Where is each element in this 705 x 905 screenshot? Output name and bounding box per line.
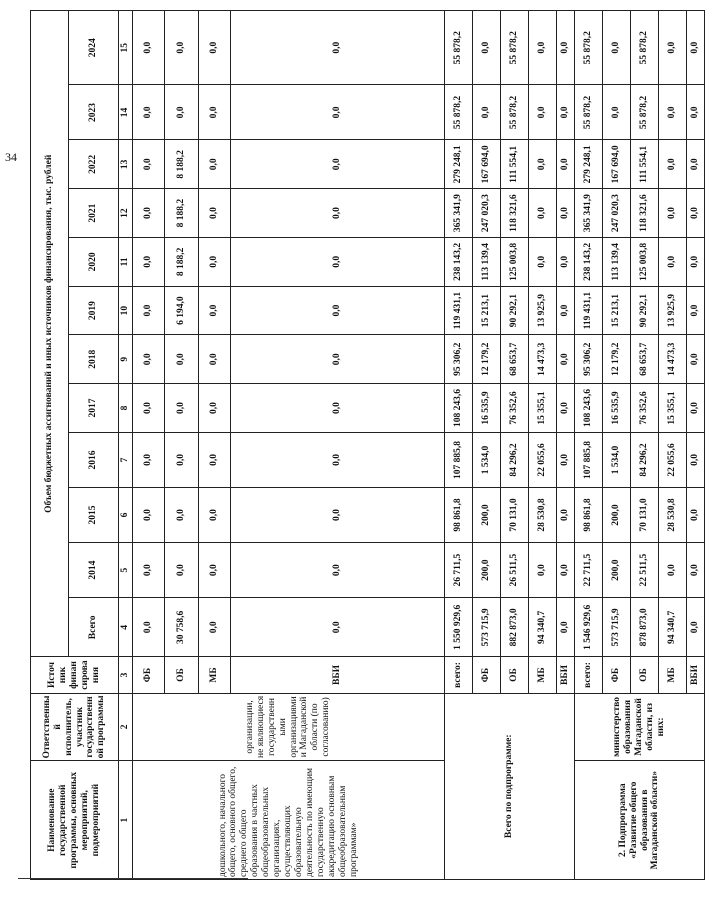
value-cell-2018: 0,0 xyxy=(133,335,165,384)
value-cell-2019: 0,0 xyxy=(231,286,445,335)
value-cell-2022: 0,0 xyxy=(557,140,575,189)
column-number: 3 xyxy=(119,657,133,693)
value-cell-2022: 167 694,0 xyxy=(473,140,501,189)
value-cell-2020: 238 143,2 xyxy=(445,237,473,286)
header-year-2017: 2017 xyxy=(69,384,119,433)
value-cell-2021: 0,0 xyxy=(199,189,231,238)
responsible-executor: министерство образования Магаданской области, из них: xyxy=(575,693,705,761)
total-cell: 0,0 xyxy=(687,598,705,657)
value-cell-2019: 90 292,1 xyxy=(631,286,659,335)
value-cell-2024: 0,0 xyxy=(659,11,687,85)
value-cell-2015: 0,0 xyxy=(557,487,575,542)
value-cell-2023: 0,0 xyxy=(473,85,501,140)
value-cell-2020: 113 139,4 xyxy=(603,237,631,286)
value-cell-2020: 0,0 xyxy=(687,237,705,286)
header-year-2014: 2014 xyxy=(69,543,119,598)
source-cell: МБ xyxy=(199,657,231,693)
value-cell-2016: 0,0 xyxy=(199,432,231,487)
value-cell-2018: 95 306,2 xyxy=(575,335,603,384)
value-cell-2019: 0,0 xyxy=(557,286,575,335)
total-cell: 30 758,6 xyxy=(165,598,199,657)
responsible-executor: организации, не являющиеся государственными организациями и Магаданской области (по согласованию) xyxy=(133,693,445,761)
value-cell-2014: 0,0 xyxy=(687,543,705,598)
source-cell: ОБ xyxy=(501,657,529,693)
value-cell-2024: 55 878,2 xyxy=(575,11,603,85)
column-number: 10 xyxy=(119,286,133,335)
header-responsible: Ответственный исполнитель, участник государственной программы xyxy=(31,693,119,761)
value-cell-2017: 0,0 xyxy=(557,384,575,433)
value-cell-2019: 0,0 xyxy=(687,286,705,335)
value-cell-2023: 0,0 xyxy=(659,85,687,140)
value-cell-2014: 0,0 xyxy=(165,543,199,598)
value-cell-2015: 200,0 xyxy=(473,487,501,542)
value-cell-2021: 8 188,2 xyxy=(165,189,199,238)
value-cell-2016: 0,0 xyxy=(687,432,705,487)
value-cell-2018: 14 473,3 xyxy=(659,335,687,384)
value-cell-2023: 0,0 xyxy=(529,85,557,140)
value-cell-2020: 125 003,8 xyxy=(501,237,529,286)
value-cell-2015: 200,0 xyxy=(603,487,631,542)
value-cell-2022: 0,0 xyxy=(133,140,165,189)
header-year-2019: 2019 xyxy=(69,286,119,335)
value-cell-2021: 0,0 xyxy=(687,189,705,238)
value-cell-2023: 55 878,2 xyxy=(631,85,659,140)
total-cell: 0,0 xyxy=(199,598,231,657)
value-cell-2023: 0,0 xyxy=(199,85,231,140)
value-cell-2024: 0,0 xyxy=(529,11,557,85)
value-cell-2020: 0,0 xyxy=(199,237,231,286)
header-year-2024: 2024 xyxy=(69,11,119,85)
value-cell-2015: 28 530,8 xyxy=(529,487,557,542)
column-number: 1 xyxy=(119,761,133,880)
total-cell: 0,0 xyxy=(231,598,445,657)
value-cell-2021: 0,0 xyxy=(231,189,445,238)
value-cell-2023: 0,0 xyxy=(133,85,165,140)
value-cell-2021: 0,0 xyxy=(529,189,557,238)
value-cell-2021: 0,0 xyxy=(659,189,687,238)
column-number: 8 xyxy=(119,384,133,433)
total-cell: 573 715,9 xyxy=(473,598,501,657)
value-cell-2015: 0,0 xyxy=(231,487,445,542)
total-cell: 573 715,9 xyxy=(603,598,631,657)
measure-name: дошкольного, начального общего, основного общего, среднего общего образования в частных общеобразовательных организациях, осуществляющих образовательную деятельность по имеющим государственную аккредитацию основным общеобразовательным программам» xyxy=(133,761,445,880)
value-cell-2014: 0,0 xyxy=(199,543,231,598)
value-cell-2017: 15 355,1 xyxy=(659,384,687,433)
value-cell-2018: 12 179,2 xyxy=(473,335,501,384)
value-cell-2015: 0,0 xyxy=(165,487,199,542)
source-cell: МБ xyxy=(529,657,557,693)
value-cell-2016: 1 534,0 xyxy=(603,432,631,487)
value-cell-2016: 0,0 xyxy=(231,432,445,487)
value-cell-2024: 55 878,2 xyxy=(631,11,659,85)
value-cell-2021: 247 020,3 xyxy=(603,189,631,238)
value-cell-2022: 0,0 xyxy=(529,140,557,189)
header-year-2016: 2016 xyxy=(69,432,119,487)
value-cell-2022: 0,0 xyxy=(687,140,705,189)
total-cell: 1 550 929,6 xyxy=(445,598,473,657)
value-cell-2019: 15 213,1 xyxy=(603,286,631,335)
source-cell: всего: xyxy=(445,657,473,693)
value-cell-2017: 16 535,9 xyxy=(473,384,501,433)
rotated-page xyxy=(30,10,701,880)
value-cell-2022: 0,0 xyxy=(231,140,445,189)
value-cell-2016: 0,0 xyxy=(165,432,199,487)
value-cell-2024: 55 878,2 xyxy=(501,11,529,85)
column-number: 2 xyxy=(119,693,133,761)
value-cell-2022: 0,0 xyxy=(659,140,687,189)
funding-table-container xyxy=(30,10,701,880)
value-cell-2020: 113 139,4 xyxy=(473,237,501,286)
value-cell-2018: 0,0 xyxy=(231,335,445,384)
value-cell-2018: 0,0 xyxy=(557,335,575,384)
total-cell: 94 340,7 xyxy=(529,598,557,657)
value-cell-2023: 0,0 xyxy=(231,85,445,140)
value-cell-2016: 1 534,0 xyxy=(473,432,501,487)
total-cell: 94 340,7 xyxy=(659,598,687,657)
column-number: 6 xyxy=(119,487,133,542)
value-cell-2019: 0,0 xyxy=(133,286,165,335)
value-cell-2014: 0,0 xyxy=(659,543,687,598)
value-cell-2015: 0,0 xyxy=(133,487,165,542)
value-cell-2020: 0,0 xyxy=(133,237,165,286)
value-cell-2017: 76 352,6 xyxy=(631,384,659,433)
page-number: 34 xyxy=(5,150,17,164)
value-cell-2014: 0,0 xyxy=(557,543,575,598)
subprogram-total-label: Всего по подпрограмме: xyxy=(445,693,575,879)
value-cell-2023: 0,0 xyxy=(687,85,705,140)
subprogram-name: 2. Подпрограмма «Развитие общего образования в Магаданской области» xyxy=(575,761,705,880)
header-funding: Объем бюджетных ассигнований и иных источников финансирования, тыс. рублей xyxy=(31,11,69,658)
value-cell-2019: 0,0 xyxy=(199,286,231,335)
value-cell-2019: 119 431,1 xyxy=(445,286,473,335)
value-cell-2017: 0,0 xyxy=(687,384,705,433)
value-cell-2020: 125 003,8 xyxy=(631,237,659,286)
value-cell-2016: 22 055,6 xyxy=(659,432,687,487)
value-cell-2014: 0,0 xyxy=(133,543,165,598)
value-cell-2017: 108 243,6 xyxy=(445,384,473,433)
column-number: 13 xyxy=(119,140,133,189)
header-year-2021: 2021 xyxy=(69,189,119,238)
value-cell-2018: 14 473,3 xyxy=(529,335,557,384)
value-cell-2022: 279 248,1 xyxy=(575,140,603,189)
value-cell-2014: 200,0 xyxy=(473,543,501,598)
value-cell-2015: 98 861,8 xyxy=(445,487,473,542)
value-cell-2017: 0,0 xyxy=(199,384,231,433)
source-cell: ОБ xyxy=(631,657,659,693)
value-cell-2017: 0,0 xyxy=(165,384,199,433)
value-cell-2024: 0,0 xyxy=(231,11,445,85)
value-cell-2024: 55 878,2 xyxy=(445,11,473,85)
source-cell: МБ xyxy=(659,657,687,693)
column-number: 15 xyxy=(119,11,133,85)
value-cell-2023: 0,0 xyxy=(557,85,575,140)
value-cell-2015: 98 861,8 xyxy=(575,487,603,542)
value-cell-2021: 118 321,6 xyxy=(631,189,659,238)
header-year-2022: 2022 xyxy=(69,140,119,189)
column-number: 12 xyxy=(119,189,133,238)
value-cell-2014: 0,0 xyxy=(529,543,557,598)
value-cell-2015: 70 131,0 xyxy=(501,487,529,542)
value-cell-2023: 0,0 xyxy=(165,85,199,140)
value-cell-2014: 22 511,5 xyxy=(631,543,659,598)
value-cell-2018: 0,0 xyxy=(199,335,231,384)
table-row xyxy=(445,11,473,880)
source-cell: ВБИ xyxy=(687,657,705,693)
total-cell: 1 546 929,6 xyxy=(575,598,603,657)
value-cell-2015: 0,0 xyxy=(687,487,705,542)
value-cell-2024: 0,0 xyxy=(199,11,231,85)
value-cell-2022: 167 694,0 xyxy=(603,140,631,189)
value-cell-2020: 8 188,2 xyxy=(165,237,199,286)
header-total: Всего xyxy=(69,598,119,657)
column-number: 5 xyxy=(119,543,133,598)
value-cell-2017: 108 243,6 xyxy=(575,384,603,433)
value-cell-2020: 238 143,2 xyxy=(575,237,603,286)
total-cell: 882 873,0 xyxy=(501,598,529,657)
value-cell-2016: 0,0 xyxy=(557,432,575,487)
value-cell-2023: 55 878,2 xyxy=(501,85,529,140)
value-cell-2022: 8 188,2 xyxy=(165,140,199,189)
table-row xyxy=(575,11,603,880)
value-cell-2018: 12 179,2 xyxy=(603,335,631,384)
value-cell-2018: 0,0 xyxy=(165,335,199,384)
value-cell-2021: 118 321,6 xyxy=(501,189,529,238)
source-cell: ВБИ xyxy=(557,657,575,693)
value-cell-2024: 0,0 xyxy=(165,11,199,85)
header-year-2015: 2015 xyxy=(69,487,119,542)
value-cell-2022: 111 554,1 xyxy=(631,140,659,189)
value-cell-2021: 247 020,3 xyxy=(473,189,501,238)
value-cell-2023: 55 878,2 xyxy=(575,85,603,140)
value-cell-2015: 28 530,8 xyxy=(659,487,687,542)
value-cell-2020: 0,0 xyxy=(659,237,687,286)
value-cell-2019: 90 292,1 xyxy=(501,286,529,335)
source-cell: всего: xyxy=(575,657,603,693)
value-cell-2019: 13 925,9 xyxy=(529,286,557,335)
value-cell-2017: 76 352,6 xyxy=(501,384,529,433)
value-cell-2023: 55 878,2 xyxy=(445,85,473,140)
value-cell-2016: 22 055,6 xyxy=(529,432,557,487)
value-cell-2018: 95 306,2 xyxy=(445,335,473,384)
value-cell-2021: 365 341,9 xyxy=(445,189,473,238)
value-cell-2018: 0,0 xyxy=(687,335,705,384)
value-cell-2024: 0,0 xyxy=(557,11,575,85)
value-cell-2014: 22 711,5 xyxy=(575,543,603,598)
funding-table xyxy=(30,10,705,880)
value-cell-2016: 107 885,8 xyxy=(445,432,473,487)
value-cell-2015: 0,0 xyxy=(199,487,231,542)
value-cell-2024: 0,0 xyxy=(133,11,165,85)
value-cell-2022: 111 554,1 xyxy=(501,140,529,189)
column-number: 4 xyxy=(119,598,133,657)
header-year-2018: 2018 xyxy=(69,335,119,384)
total-cell: 0,0 xyxy=(557,598,575,657)
value-cell-2020: 0,0 xyxy=(231,237,445,286)
value-cell-2024: 0,0 xyxy=(687,11,705,85)
value-cell-2021: 0,0 xyxy=(557,189,575,238)
header-name: Наименование государственной программы, основных мероприятий, подмероприятий xyxy=(31,761,119,880)
value-cell-2021: 365 341,9 xyxy=(575,189,603,238)
value-cell-2024: 0,0 xyxy=(603,11,631,85)
value-cell-2014: 0,0 xyxy=(231,543,445,598)
value-cell-2018: 68 653,7 xyxy=(631,335,659,384)
value-cell-2017: 15 355,1 xyxy=(529,384,557,433)
value-cell-2017: 0,0 xyxy=(231,384,445,433)
total-cell: 878 873,0 xyxy=(631,598,659,657)
value-cell-2014: 26 511,5 xyxy=(501,543,529,598)
value-cell-2017: 0,0 xyxy=(133,384,165,433)
value-cell-2016: 84 296,2 xyxy=(631,432,659,487)
source-cell: ВБИ xyxy=(231,657,445,693)
column-number: 7 xyxy=(119,432,133,487)
value-cell-2018: 68 653,7 xyxy=(501,335,529,384)
value-cell-2020: 0,0 xyxy=(557,237,575,286)
total-cell: 0,0 xyxy=(133,598,165,657)
column-number: 11 xyxy=(119,237,133,286)
source-cell: ОБ xyxy=(165,657,199,693)
source-cell: ФБ xyxy=(473,657,501,693)
value-cell-2016: 107 885,8 xyxy=(575,432,603,487)
value-cell-2014: 200,0 xyxy=(603,543,631,598)
column-number: 14 xyxy=(119,85,133,140)
value-cell-2023: 0,0 xyxy=(603,85,631,140)
value-cell-2019: 13 925,9 xyxy=(659,286,687,335)
value-cell-2021: 0,0 xyxy=(133,189,165,238)
value-cell-2015: 70 131,0 xyxy=(631,487,659,542)
source-cell: ФБ xyxy=(603,657,631,693)
value-cell-2019: 119 431,1 xyxy=(575,286,603,335)
value-cell-2017: 16 535,9 xyxy=(603,384,631,433)
value-cell-2016: 0,0 xyxy=(133,432,165,487)
column-number: 9 xyxy=(119,335,133,384)
value-cell-2022: 279 248,1 xyxy=(445,140,473,189)
value-cell-2016: 84 296,2 xyxy=(501,432,529,487)
source-cell: ФБ xyxy=(133,657,165,693)
footnote-rule xyxy=(18,878,248,879)
header-year-2020: 2020 xyxy=(69,237,119,286)
value-cell-2022: 0,0 xyxy=(199,140,231,189)
header-source: Источник финансирования xyxy=(31,657,119,693)
value-cell-2019: 6 194,0 xyxy=(165,286,199,335)
table-row xyxy=(133,11,165,880)
value-cell-2020: 0,0 xyxy=(529,237,557,286)
value-cell-2024: 0,0 xyxy=(473,11,501,85)
header-year-2023: 2023 xyxy=(69,85,119,140)
value-cell-2019: 15 213,1 xyxy=(473,286,501,335)
value-cell-2014: 26 711,5 xyxy=(445,543,473,598)
